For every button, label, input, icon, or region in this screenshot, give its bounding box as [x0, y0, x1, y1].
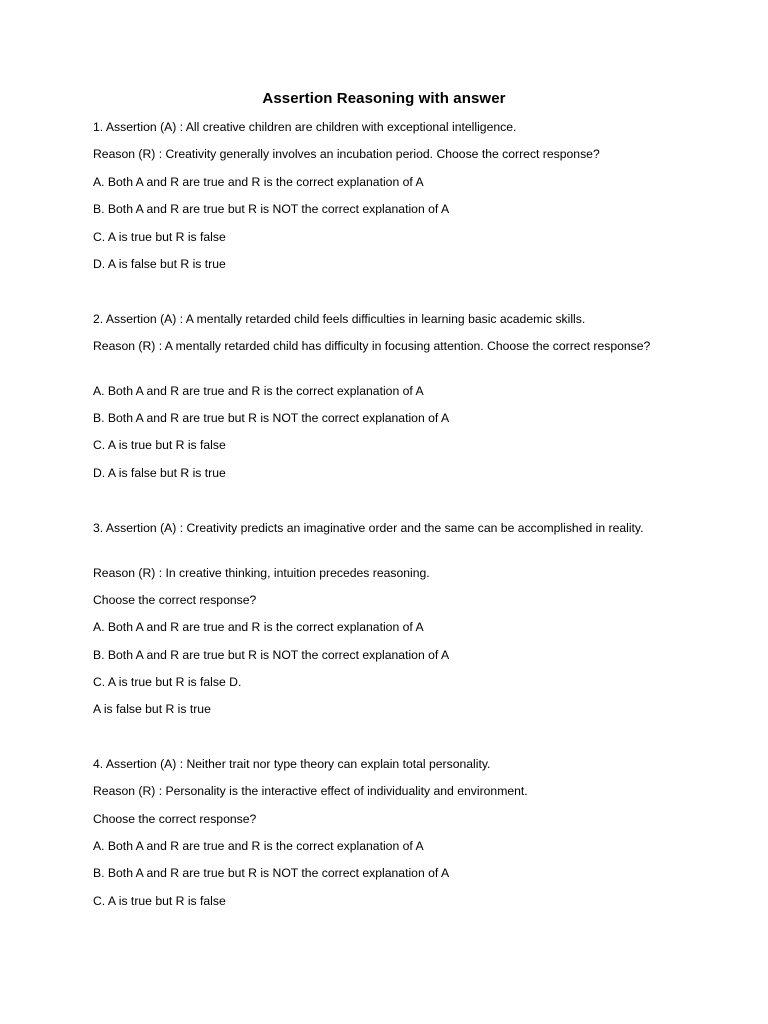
question-4-option-c: C. A is true but R is false — [93, 894, 226, 908]
question-1-option-c: C. A is true but R is false — [93, 230, 226, 244]
question-3-reason: Reason (R) : In creative thinking, intuition precedes reasoning. — [93, 566, 430, 580]
document-title: Assertion Reasoning with answer — [262, 90, 506, 107]
question-1-reason: Reason (R) : Creativity generally involves an incubation period. Choose the correct response? — [93, 147, 600, 161]
question-4-option-b: B. Both A and R are true but R is NOT the correct explanation of A — [93, 866, 450, 880]
question-4-assertion: 4. Assertion (A) : Neither trait nor type theory can explain total personality. — [93, 757, 491, 771]
question-2-option-b: B. Both A and R are true but R is NOT the correct explanation of A — [93, 411, 450, 425]
question-3-option-b: B. Both A and R are true but R is NOT the correct explanation of A — [93, 648, 450, 662]
question-4-option-a: A. Both A and R are true and R is the correct explanation of A — [93, 839, 424, 853]
question-1-assertion: 1. Assertion (A) : All creative children are children with exceptional intelligence. — [93, 120, 517, 134]
question-3-option-d: A is false but R is true — [93, 702, 211, 716]
question-3-assertion: 3. Assertion (A) : Creativity predicts an imaginative order and the same can be accomplished in reality. — [93, 521, 644, 535]
question-2-option-d: D. A is false but R is true — [93, 466, 226, 480]
question-1-option-d: D. A is false but R is true — [93, 257, 226, 271]
question-1-option-a: A. Both A and R are true and R is the correct explanation of A — [93, 175, 424, 189]
question-2-reason: Reason (R) : A mentally retarded child has difficulty in focusing attention. Choose the correct response? — [93, 339, 651, 353]
question-3-prompt: Choose the correct response? — [93, 593, 257, 607]
question-4-prompt: Choose the correct response? — [93, 812, 257, 826]
question-2-option-c: C. A is true but R is false — [93, 438, 226, 452]
question-1-option-b: B. Both A and R are true but R is NOT the correct explanation of A — [93, 202, 450, 216]
question-2-assertion: 2. Assertion (A) : A mentally retarded child feels difficulties in learning basic academic skills. — [93, 312, 586, 326]
question-3-option-c: C. A is true but R is false D. — [93, 675, 242, 689]
question-2-option-a: A. Both A and R are true and R is the correct explanation of A — [93, 384, 424, 398]
question-3-option-a: A. Both A and R are true and R is the correct explanation of A — [93, 620, 424, 634]
question-4-reason: Reason (R) : Personality is the interactive effect of individuality and environment. — [93, 784, 528, 798]
